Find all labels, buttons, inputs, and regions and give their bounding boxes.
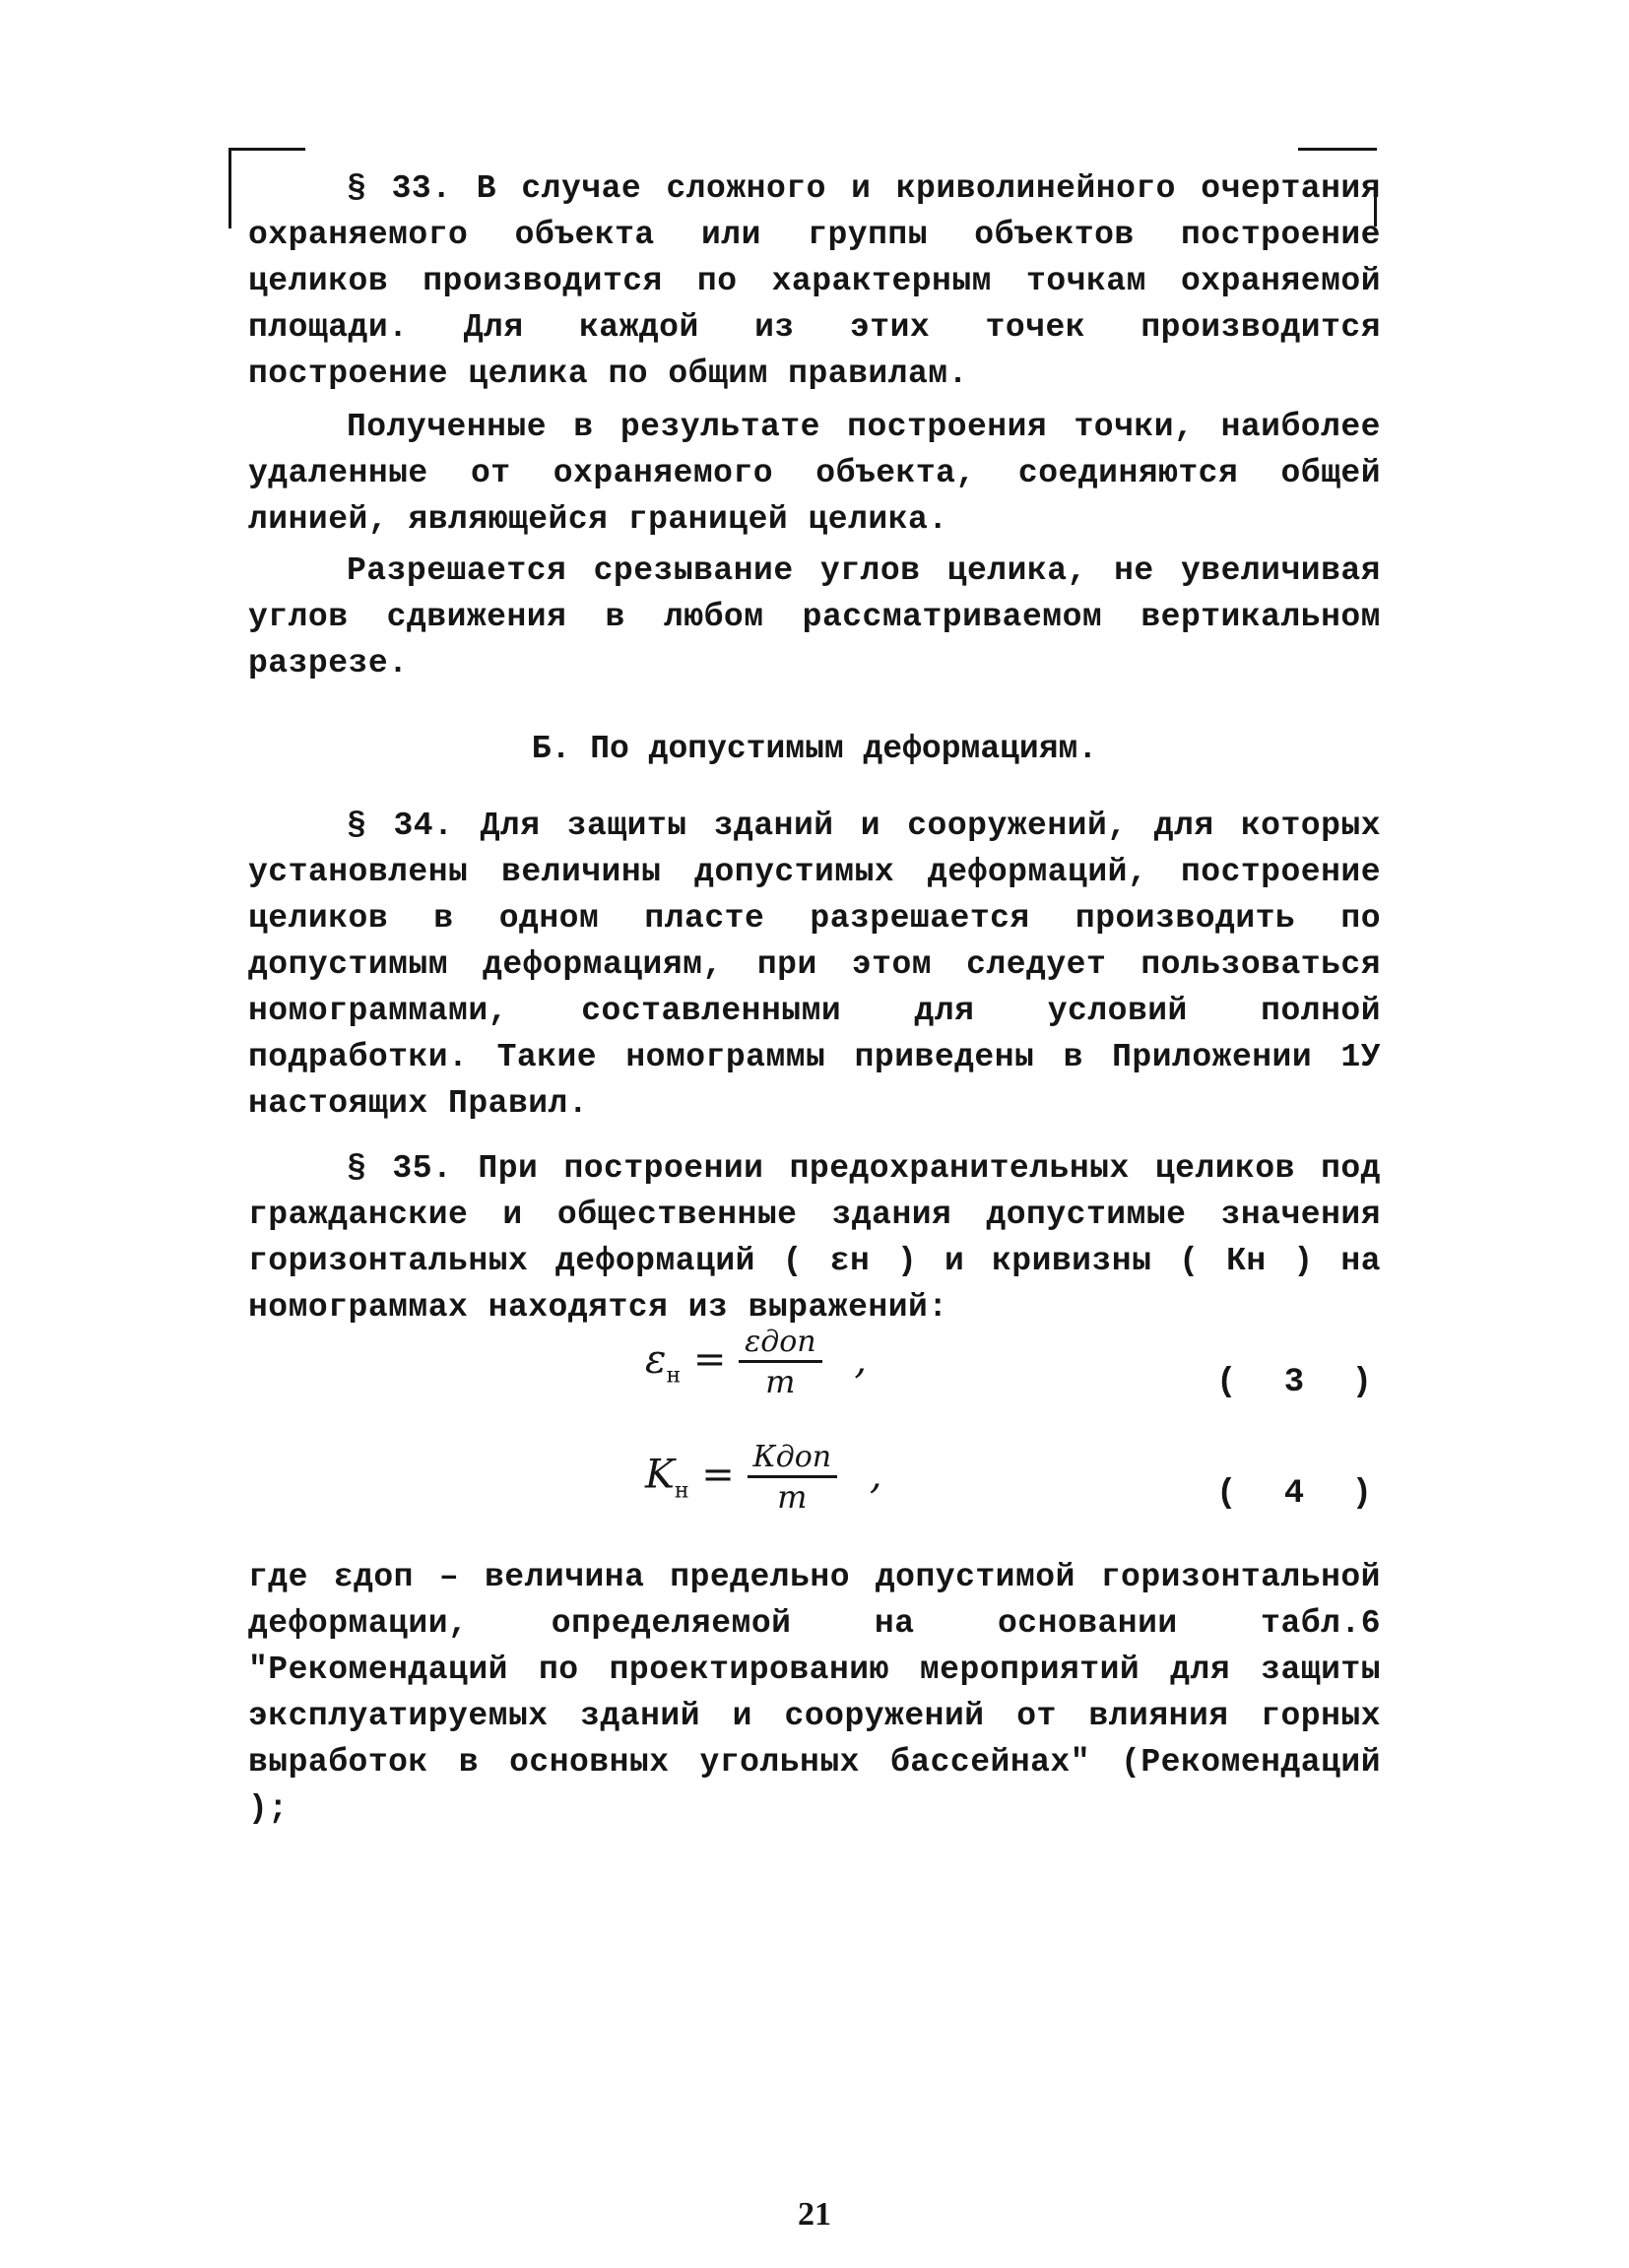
- formula-4-number: ( 4 ): [1216, 1475, 1387, 1513]
- corner-mark-top-left-vertical: [228, 148, 231, 228]
- corner-mark-top-right: [1298, 148, 1377, 151]
- section-33-paragraph-3: Разрешается срезывание углов целика, не увеличивая углов сдвижения в любом рассматриваемом вертикальном разрезе.: [248, 552, 1381, 681]
- formula-4-lhs: K: [645, 1452, 675, 1498]
- formula-3-number: ( 3 ): [1216, 1364, 1387, 1401]
- formula-4-numerator: Кдоп: [748, 1440, 838, 1478]
- formula-3-lhs-subscript: н: [666, 1363, 682, 1389]
- section-33-paragraph-1: § 33. В случае сложного и криволинейного очертания охраняемого объекта или группы объектов построение целиков производится по характерным точкам охраняемой площади. Для каждой из этих точек производится построение целика по общим правилам.: [248, 170, 1381, 392]
- page-number: 21: [798, 2196, 831, 2233]
- formula-3-equals: =: [692, 1336, 727, 1383]
- formula-4-comma: ,: [869, 1452, 882, 1498]
- formula-3-numerator: εдоп: [739, 1325, 822, 1363]
- section-34-paragraph: § 34. Для защиты зданий и сооружений, для которых установлены величины допустимых деформаций, построение целиков в одном пласте разрешается производить по допустимым деформациям, при этом следует пользоваться номограммами, составленными для условий полной подработки. Такие номограммы приведены в Приложении 1У настоящих Правил.: [248, 808, 1381, 1122]
- corner-mark-top-left: [228, 148, 305, 151]
- formula-3: [645, 1325, 867, 1400]
- formula-4: [645, 1440, 882, 1516]
- formula-3-fraction: [739, 1325, 822, 1400]
- formula-3-comma: ,: [854, 1336, 868, 1383]
- formula-4-fraction: [748, 1440, 838, 1516]
- where-paragraph: где εдоп – величина предельно допустимой горизонтальной деформации, определяемой на основании табл.6 "Рекомендаций по проектированию мероприятий для защиты эксплуатируемых зданий и сооружений от влияния горных выработок в основных угольных бассейнах" (Рекомендаций );: [248, 1559, 1381, 1827]
- section-35-paragraph: § 35. При построении предохранительных целиков под гражданские и общественные здания допустимые значения горизонтальных деформаций ( εн ) и кривизны ( Кн ) на номограммах находятся из выражений:: [248, 1150, 1381, 1326]
- formula-4-equals: =: [701, 1452, 735, 1498]
- section-33-paragraph-2: Полученные в результате построения точки, наиболее удаленные от охраняемого объекта, соединяются общей линией, являющейся границей целика.: [248, 409, 1381, 538]
- formula-4-denominator: m: [777, 1478, 808, 1516]
- section-heading: Б. По допустимым деформациям.: [531, 731, 1098, 767]
- formula-3-lhs: ε: [645, 1336, 667, 1383]
- formula-4-lhs-subscript: н: [674, 1478, 689, 1504]
- formula-3-denominator: m: [765, 1363, 796, 1400]
